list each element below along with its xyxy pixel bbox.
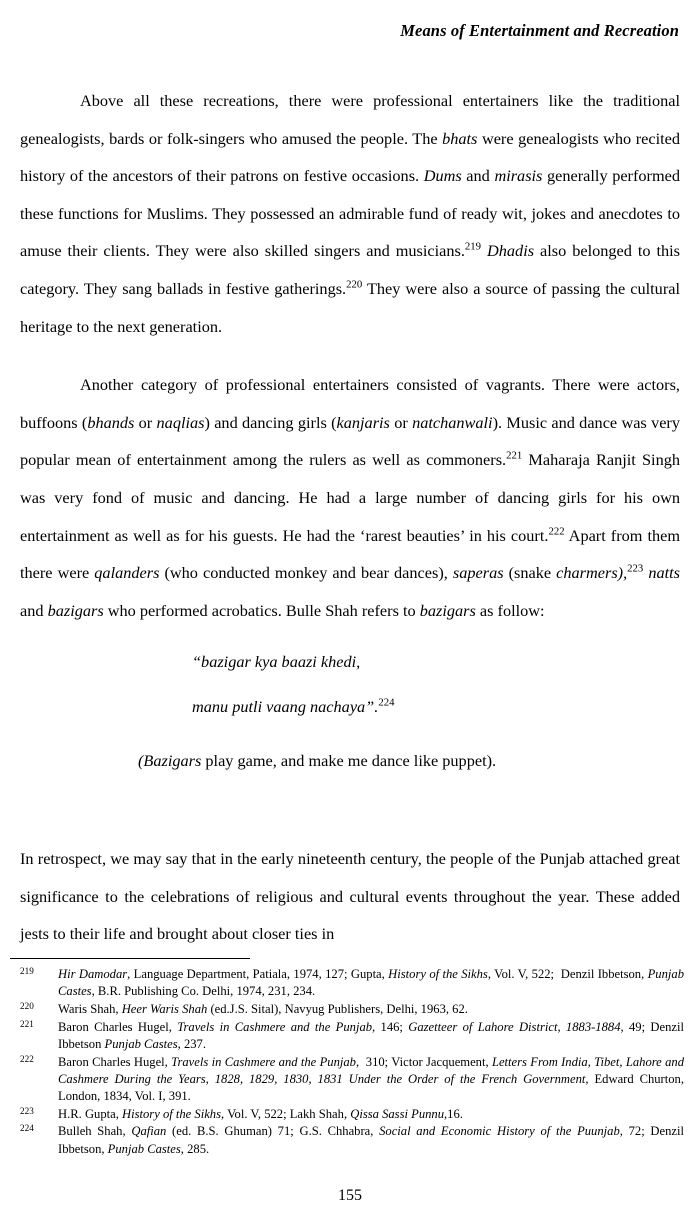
verse-line-2-text: manu putli vaang nachaya”. (192, 697, 379, 716)
verse-gloss-rest: play game, and make me dance like puppet). (201, 751, 497, 770)
footnote-text: Bulleh Shah, Qafian (ed. B.S. Ghuman) 71; G.S. Chhabra, Social and Economic History of the Puunjab, 72; Denzil Ibbetson, Punjab Castes, 285. (58, 1124, 684, 1156)
paragraph-1: Above all these recreations, there were professional entertainers like the traditional genealogists, bards or folk-singers who amused the people. The bhats were genealogists who recited history of the ancestors of their patrons on festive occasions. Dums and mirasis generally performed these functions for Muslims. They possessed an admirable fund of ready wit, jokes and anecdotes to amuse their clients. They were also skilled singers and musicians.$^{219}$ Dhadis also belonged to this category. They sang ballads in festive gatherings.$^{220}$ They were also a source of passing the cultural heritage to the next generation. (20, 91, 681, 336)
footnote-separator (10, 958, 250, 959)
page-number: 155 (338, 1187, 362, 1204)
footnote-ref-222[interactable]: 222 (548, 525, 565, 538)
footnote-number: 221 (20, 1018, 34, 1029)
footnote-number: 220 (20, 1000, 34, 1011)
paragraph-3: In retrospect, we may say that in the early nineteenth century, the people of the Punjab attached great significance to the celebrations of religious and cultural events throughout the year. These added jests to their life and brought about closer ties in (20, 849, 680, 944)
paragraph-2: Another category of professional entertainers consisted of vagrants. There were actors, buffoons (bhands or naqlias) and dancing girls (kanjaris or natchanwali). Music and dance was very popular mean of entertainment among the rulers as well as commoners.$^{221}$ Maharaja Ranjit Singh was very fond of music and dancing. He had a large number of dancing girls for his own entertainment as well as for his guests. He had the ‘rarest beauties’ in his court.$^{222}$ Apart from them there were qalanders (who conducted monkey and bear dances), saperas (snake charmers),$^{223}$ natts and bazigars who performed acrobatics. Bulle Shah refers to bazigars as follow: (20, 375, 681, 620)
footnote-221 (0, 1019, 700, 1053)
footnote-ref-221[interactable]: 221 (506, 449, 523, 462)
footnote-text: H.R. Gupta, History of the Sikhs, Vol. V, 522; Lakh Shah, Qissa Sassi Punnu,16. (58, 1106, 463, 1121)
verse-line-2-wrap (20, 688, 680, 726)
verse-line-1-wrap (20, 643, 680, 681)
footnote-text: Waris Shah, Heer Waris Shah (ed.J.S. Sital), Navyug Publishers, Delhi, 1963, 62. (58, 1001, 468, 1016)
paragraph-3-wrap (20, 840, 680, 953)
footnote-number: 223 (20, 1105, 34, 1116)
verse-line-1: “bazigar kya baazi khedi, (192, 652, 361, 671)
footnote-ref-220[interactable]: 220 (346, 278, 363, 291)
footnote-223 (0, 1106, 700, 1123)
footnotes-list (0, 966, 700, 1158)
verse-gloss (20, 742, 680, 780)
verse-gloss-italic: (Bazigars (138, 751, 202, 770)
footnote-number: 224 (20, 1123, 34, 1134)
footnote-ref-223[interactable]: 223 (627, 562, 644, 575)
footnote-number: 219 (20, 966, 34, 976)
running-header: Means of Entertainment and Recreation (400, 21, 679, 40)
footnote-text: Baron Charles Hugel, Travels in Cashmere and the Punjab, 146; Gazetteer of Lahore District, 1883-1884, 49; Denzil Ibbetson Punjab Castes, 237. (58, 1019, 684, 1051)
body-column (20, 82, 680, 629)
footnote-219 (0, 966, 700, 1000)
footnote-222 (0, 1054, 700, 1106)
footnote-ref-224[interactable]: 224 (378, 696, 395, 709)
footnote-text: Baron Charles Hugel, Travels in Cashmere and the Punjab, 310; Victor Jacquement, Letters From India, Tibet, Lahore and Cashmere During the Years, 1828, 1829, 1830, 1831 Under the Order of the French Government, Edward Churton, London, 1834, Vol. I, 391. (58, 1054, 684, 1103)
footnote-text: Hir Damodar, Language Department, Patiala, 1974, 127; Gupta, History of the Sikhs, Vol. V, 522; Denzil Ibbetson, Punjab Castes, B.R. Publishing Co. Delhi, 1974, 231, 234. (58, 967, 684, 999)
footnote-220 (0, 1001, 700, 1018)
footnote-ref-219[interactable]: 219 (464, 240, 482, 253)
footnote-224 (0, 1123, 700, 1157)
footnote-number: 222 (20, 1053, 34, 1064)
verse-line-2 (20, 688, 680, 726)
